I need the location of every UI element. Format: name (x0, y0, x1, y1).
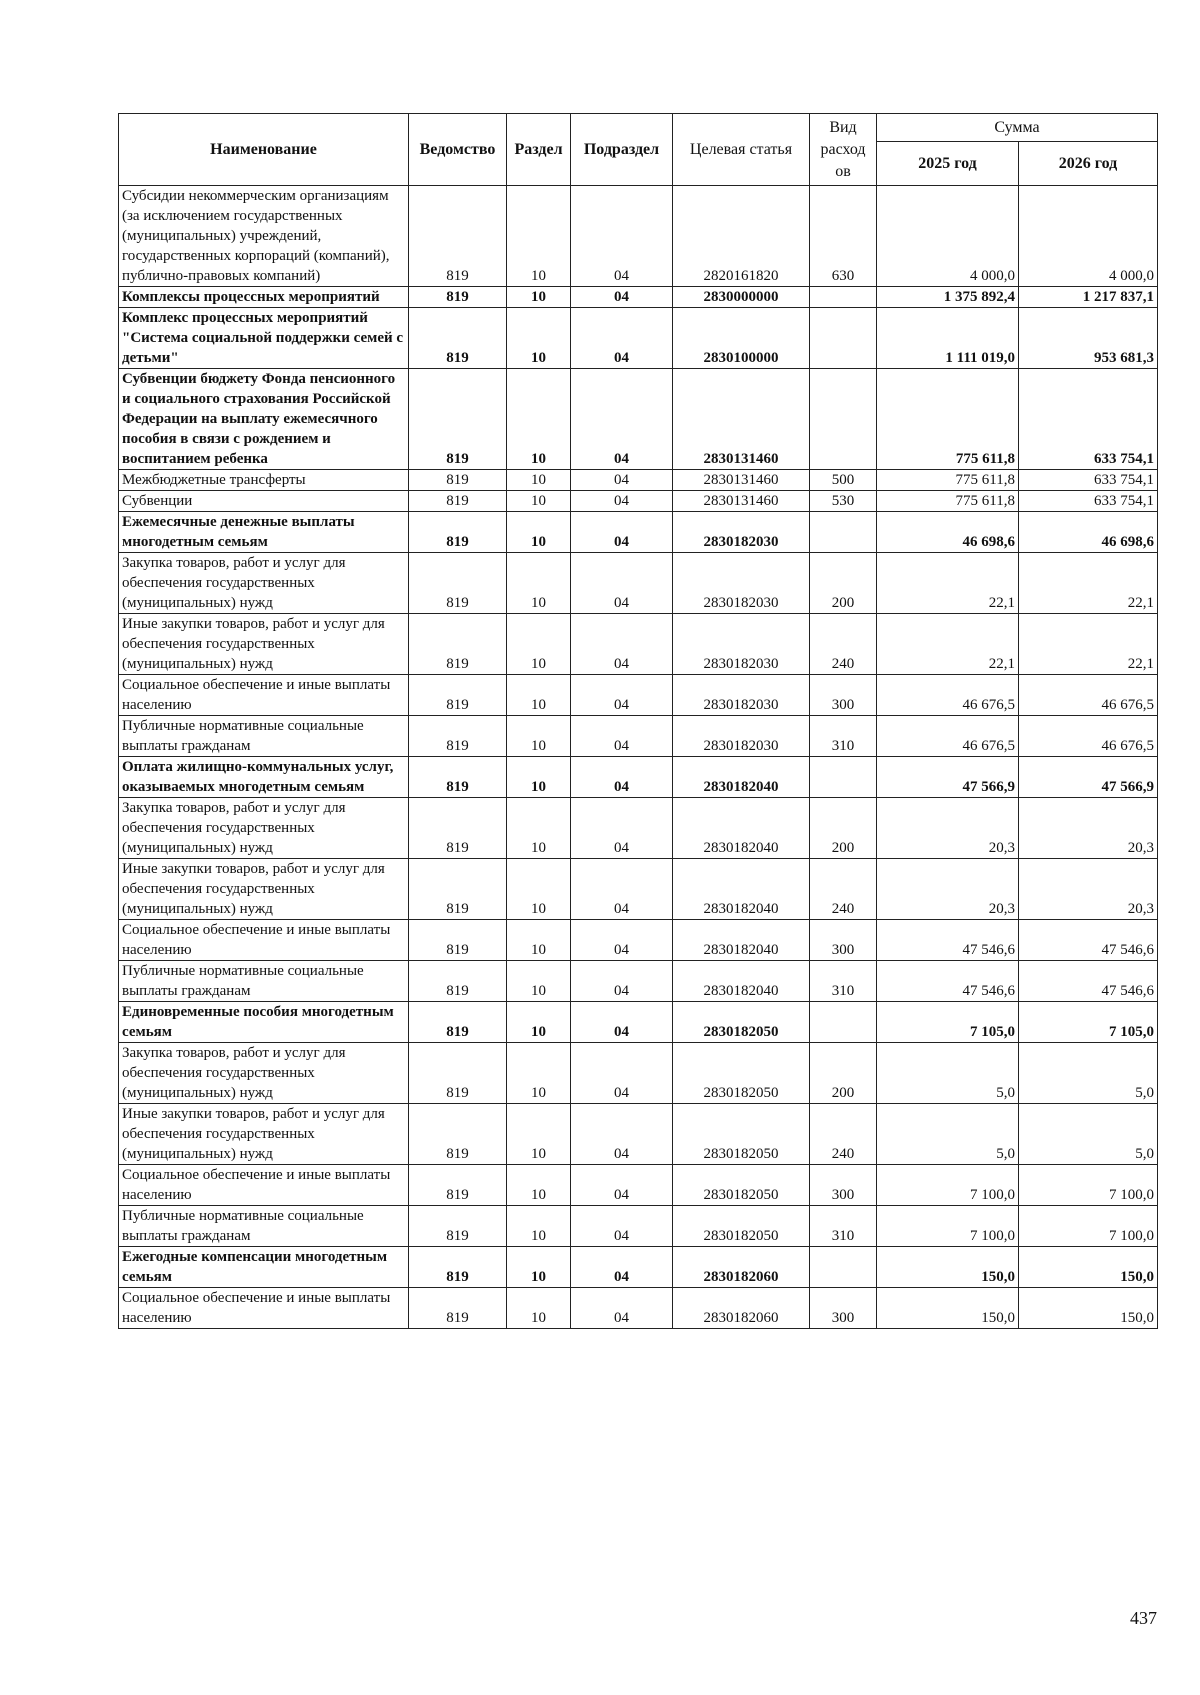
cell-2025: 5,0 (877, 1043, 1019, 1104)
cell-2026: 4 000,0 (1019, 186, 1158, 287)
page-number: 437 (1130, 1608, 1157, 1628)
cell-2026: 150,0 (1019, 1288, 1158, 1329)
cell-2026: 1 217 837,1 (1019, 287, 1158, 308)
cell-subsection: 04 (571, 308, 673, 369)
cell-2025: 150,0 (877, 1247, 1019, 1288)
cell-name: Единовременные пособия многодетным семьям (119, 1002, 409, 1043)
cell-subsection: 04 (571, 1002, 673, 1043)
cell-section: 10 (507, 491, 571, 512)
cell-2025: 22,1 (877, 553, 1019, 614)
cell-target: 2830131460 (673, 491, 810, 512)
cell-dept: 819 (409, 675, 507, 716)
cell-dept: 819 (409, 553, 507, 614)
cell-section: 10 (507, 308, 571, 369)
cell-target: 2830182040 (673, 920, 810, 961)
cell-type (810, 1002, 877, 1043)
cell-dept: 819 (409, 1165, 507, 1206)
cell-subsection: 04 (571, 961, 673, 1002)
cell-name: Комплексы процессных мероприятий (119, 287, 409, 308)
cell-type: 310 (810, 716, 877, 757)
cell-name: Социальное обеспечение и иные выплаты населению (119, 1165, 409, 1206)
cell-dept: 819 (409, 470, 507, 491)
cell-dept: 819 (409, 716, 507, 757)
cell-target: 2830182050 (673, 1165, 810, 1206)
cell-dept: 819 (409, 1247, 507, 1288)
cell-2025: 1 111 019,0 (877, 308, 1019, 369)
cell-dept: 819 (409, 1206, 507, 1247)
cell-subsection: 04 (571, 491, 673, 512)
cell-target: 2830182030 (673, 716, 810, 757)
cell-2026: 7 100,0 (1019, 1206, 1158, 1247)
cell-target: 2830182040 (673, 961, 810, 1002)
cell-name: Межбюджетные трансферты (119, 470, 409, 491)
cell-type: 500 (810, 470, 877, 491)
cell-subsection: 04 (571, 369, 673, 470)
table-row (119, 553, 1158, 614)
cell-section: 10 (507, 1206, 571, 1247)
cell-type: 200 (810, 1043, 877, 1104)
table-row (119, 1104, 1158, 1165)
header-name: Наименование (119, 114, 409, 186)
cell-type: 240 (810, 1104, 877, 1165)
budget-table-container (118, 113, 1157, 1329)
cell-target: 2830182060 (673, 1288, 810, 1329)
cell-2025: 775 611,8 (877, 470, 1019, 491)
cell-2026: 150,0 (1019, 1247, 1158, 1288)
cell-subsection: 04 (571, 614, 673, 675)
cell-subsection: 04 (571, 186, 673, 287)
cell-dept: 819 (409, 920, 507, 961)
cell-section: 10 (507, 186, 571, 287)
cell-2025: 20,3 (877, 859, 1019, 920)
cell-subsection: 04 (571, 1288, 673, 1329)
cell-section: 10 (507, 961, 571, 1002)
cell-section: 10 (507, 614, 571, 675)
cell-2025: 775 611,8 (877, 369, 1019, 470)
cell-2026: 20,3 (1019, 859, 1158, 920)
cell-subsection: 04 (571, 859, 673, 920)
cell-subsection: 04 (571, 1165, 673, 1206)
cell-2025: 47 546,6 (877, 920, 1019, 961)
cell-2025: 1 375 892,4 (877, 287, 1019, 308)
cell-2025: 7 105,0 (877, 1002, 1019, 1043)
cell-type: 200 (810, 798, 877, 859)
cell-target: 2830000000 (673, 287, 810, 308)
cell-2025: 46 676,5 (877, 716, 1019, 757)
cell-2026: 633 754,1 (1019, 470, 1158, 491)
cell-section: 10 (507, 859, 571, 920)
cell-2025: 4 000,0 (877, 186, 1019, 287)
cell-name: Социальное обеспечение и иные выплаты населению (119, 675, 409, 716)
cell-2025: 20,3 (877, 798, 1019, 859)
table-row (119, 614, 1158, 675)
cell-2026: 22,1 (1019, 614, 1158, 675)
table-row (119, 1247, 1158, 1288)
table-body (119, 186, 1158, 1329)
cell-dept: 819 (409, 1002, 507, 1043)
table-row (119, 859, 1158, 920)
cell-2025: 775 611,8 (877, 491, 1019, 512)
cell-target: 2830182030 (673, 614, 810, 675)
table-row (119, 308, 1158, 369)
cell-target: 2830182050 (673, 1104, 810, 1165)
table-row (119, 1165, 1158, 1206)
cell-2026: 7 105,0 (1019, 1002, 1158, 1043)
table-row (119, 1206, 1158, 1247)
cell-subsection: 04 (571, 798, 673, 859)
cell-dept: 819 (409, 512, 507, 553)
cell-subsection: 04 (571, 716, 673, 757)
cell-target: 2830182050 (673, 1206, 810, 1247)
header-dept: Ведомство (409, 114, 507, 186)
header-2026: 2026 год (1019, 142, 1158, 186)
cell-type: 300 (810, 675, 877, 716)
cell-dept: 819 (409, 186, 507, 287)
cell-dept: 819 (409, 798, 507, 859)
cell-target: 2830131460 (673, 369, 810, 470)
table-row (119, 512, 1158, 553)
cell-dept: 819 (409, 757, 507, 798)
cell-2025: 47 546,6 (877, 961, 1019, 1002)
header-2025: 2025 год (877, 142, 1019, 186)
cell-2025: 46 676,5 (877, 675, 1019, 716)
cell-dept: 819 (409, 369, 507, 470)
cell-2026: 47 566,9 (1019, 757, 1158, 798)
cell-target: 2830182050 (673, 1002, 810, 1043)
cell-name: Социальное обеспечение и иные выплаты населению (119, 920, 409, 961)
cell-type (810, 757, 877, 798)
cell-subsection: 04 (571, 1104, 673, 1165)
cell-section: 10 (507, 757, 571, 798)
cell-name: Публичные нормативные социальные выплаты гражданам (119, 1206, 409, 1247)
cell-type: 530 (810, 491, 877, 512)
cell-name: Субвенции бюджету Фонда пенсионного и социального страхования Российской Федерации на выплату ежемесячного пособия в связи с рождением и воспитанием ребенка (119, 369, 409, 470)
cell-target: 2830182030 (673, 553, 810, 614)
cell-target: 2830182060 (673, 1247, 810, 1288)
budget-table (118, 113, 1158, 1329)
cell-dept: 819 (409, 1288, 507, 1329)
cell-target: 2830182040 (673, 798, 810, 859)
cell-2025: 46 698,6 (877, 512, 1019, 553)
cell-type: 300 (810, 920, 877, 961)
cell-dept: 819 (409, 961, 507, 1002)
table-row (119, 491, 1158, 512)
cell-2025: 7 100,0 (877, 1206, 1019, 1247)
cell-section: 10 (507, 470, 571, 491)
cell-section: 10 (507, 920, 571, 961)
cell-section: 10 (507, 716, 571, 757)
cell-type (810, 308, 877, 369)
table-row (119, 716, 1158, 757)
cell-2026: 953 681,3 (1019, 308, 1158, 369)
table-row (119, 369, 1158, 470)
cell-2026: 20,3 (1019, 798, 1158, 859)
cell-dept: 819 (409, 308, 507, 369)
cell-2026: 46 676,5 (1019, 675, 1158, 716)
cell-subsection: 04 (571, 287, 673, 308)
table-row (119, 287, 1158, 308)
cell-target: 2830182040 (673, 859, 810, 920)
cell-section: 10 (507, 1247, 571, 1288)
table-row (119, 1043, 1158, 1104)
cell-name: Субсидии некоммерческим организациям (за исключением государственных (муниципальных) учреждений, государственных корпораций (компаний), публично-правовых компаний) (119, 186, 409, 287)
table-row (119, 757, 1158, 798)
cell-name: Ежегодные компенсации многодетным семьям (119, 1247, 409, 1288)
cell-target: 2830131460 (673, 470, 810, 491)
cell-name: Иные закупки товаров, работ и услуг для обеспечения государственных (муниципальных) нужд (119, 859, 409, 920)
cell-2026: 22,1 (1019, 553, 1158, 614)
cell-dept: 819 (409, 491, 507, 512)
table-row (119, 675, 1158, 716)
cell-section: 10 (507, 1104, 571, 1165)
cell-name: Публичные нормативные социальные выплаты гражданам (119, 716, 409, 757)
cell-2025: 5,0 (877, 1104, 1019, 1165)
cell-type (810, 369, 877, 470)
cell-2026: 633 754,1 (1019, 491, 1158, 512)
cell-section: 10 (507, 798, 571, 859)
cell-dept: 819 (409, 1104, 507, 1165)
cell-2025: 22,1 (877, 614, 1019, 675)
table-row (119, 920, 1158, 961)
cell-type (810, 512, 877, 553)
cell-type (810, 1247, 877, 1288)
cell-type: 300 (810, 1165, 877, 1206)
cell-target: 2830182050 (673, 1043, 810, 1104)
cell-section: 10 (507, 1043, 571, 1104)
cell-2025: 47 566,9 (877, 757, 1019, 798)
cell-2026: 633 754,1 (1019, 369, 1158, 470)
cell-target: 2830182030 (673, 512, 810, 553)
cell-type: 630 (810, 186, 877, 287)
table-row (119, 186, 1158, 287)
cell-dept: 819 (409, 859, 507, 920)
table-row (119, 798, 1158, 859)
cell-subsection: 04 (571, 470, 673, 491)
cell-2026: 46 676,5 (1019, 716, 1158, 757)
cell-subsection: 04 (571, 1206, 673, 1247)
cell-name: Комплекс процессных мероприятий "Система социальной поддержки семей с детьми" (119, 308, 409, 369)
cell-2026: 47 546,6 (1019, 920, 1158, 961)
cell-subsection: 04 (571, 1247, 673, 1288)
cell-target: 2830100000 (673, 308, 810, 369)
cell-name: Социальное обеспечение и иные выплаты населению (119, 1288, 409, 1329)
cell-target: 2830182040 (673, 757, 810, 798)
cell-2025: 150,0 (877, 1288, 1019, 1329)
cell-type: 300 (810, 1288, 877, 1329)
cell-type: 240 (810, 614, 877, 675)
cell-name: Иные закупки товаров, работ и услуг для обеспечения государственных (муниципальных) нужд (119, 1104, 409, 1165)
cell-type (810, 287, 877, 308)
cell-section: 10 (507, 553, 571, 614)
cell-2026: 7 100,0 (1019, 1165, 1158, 1206)
cell-dept: 819 (409, 614, 507, 675)
cell-2026: 47 546,6 (1019, 961, 1158, 1002)
cell-name: Закупка товаров, работ и услуг для обеспечения государственных (муниципальных) нужд (119, 553, 409, 614)
cell-target: 2820161820 (673, 186, 810, 287)
cell-subsection: 04 (571, 675, 673, 716)
cell-name: Субвенции (119, 491, 409, 512)
cell-2026: 5,0 (1019, 1104, 1158, 1165)
cell-name: Закупка товаров, работ и услуг для обеспечения государственных (муниципальных) нужд (119, 1043, 409, 1104)
cell-section: 10 (507, 1288, 571, 1329)
cell-type: 240 (810, 859, 877, 920)
cell-subsection: 04 (571, 553, 673, 614)
header-target: Целевая статья (673, 114, 810, 186)
cell-name: Публичные нормативные социальные выплаты гражданам (119, 961, 409, 1002)
cell-section: 10 (507, 287, 571, 308)
cell-type: 200 (810, 553, 877, 614)
cell-section: 10 (507, 1165, 571, 1206)
cell-2026: 46 698,6 (1019, 512, 1158, 553)
cell-dept: 819 (409, 287, 507, 308)
cell-name: Иные закупки товаров, работ и услуг для обеспечения государственных (муниципальных) нужд (119, 614, 409, 675)
cell-dept: 819 (409, 1043, 507, 1104)
cell-subsection: 04 (571, 920, 673, 961)
header-section: Раздел (507, 114, 571, 186)
cell-section: 10 (507, 512, 571, 553)
cell-type: 310 (810, 961, 877, 1002)
header-subsection: Подраздел (571, 114, 673, 186)
cell-2025: 7 100,0 (877, 1165, 1019, 1206)
cell-subsection: 04 (571, 512, 673, 553)
cell-subsection: 04 (571, 1043, 673, 1104)
table-row (119, 1002, 1158, 1043)
cell-section: 10 (507, 369, 571, 470)
cell-name: Ежемесячные денежные выплаты многодетным семьям (119, 512, 409, 553)
table-row (119, 961, 1158, 1002)
cell-target: 2830182030 (673, 675, 810, 716)
header-type: Вид расход ов (810, 114, 877, 186)
cell-2026: 5,0 (1019, 1043, 1158, 1104)
cell-name: Закупка товаров, работ и услуг для обеспечения государственных (муниципальных) нужд (119, 798, 409, 859)
cell-name: Оплата жилищно-коммунальных услуг, оказываемых многодетным семьям (119, 757, 409, 798)
cell-section: 10 (507, 1002, 571, 1043)
table-row (119, 470, 1158, 491)
cell-section: 10 (507, 675, 571, 716)
table-row (119, 1288, 1158, 1329)
cell-type: 310 (810, 1206, 877, 1247)
cell-subsection: 04 (571, 757, 673, 798)
header-sum: Сумма (877, 114, 1158, 142)
